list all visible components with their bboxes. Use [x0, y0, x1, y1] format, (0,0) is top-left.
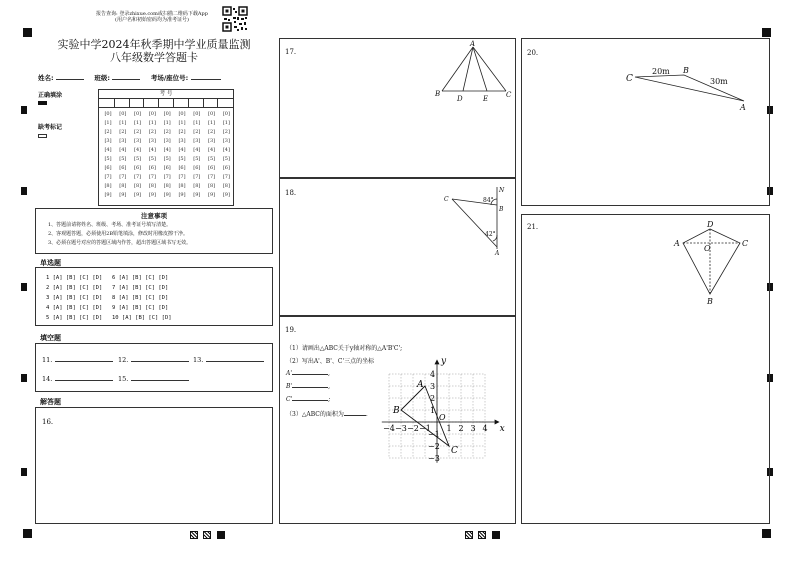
x-tick-label: 4: [482, 424, 488, 433]
q18-label-n: N: [499, 187, 505, 194]
x-tick-label: −3: [395, 424, 407, 433]
exam-number-write-row[interactable]: [99, 98, 233, 108]
q21-label-d: D: [707, 220, 714, 229]
digit-bubble[interactable]: [1]: [134, 120, 142, 126]
digit-bubble[interactable]: [7]: [134, 174, 142, 180]
q18-triangle-figure: [440, 183, 515, 255]
corner-mark: [23, 28, 32, 37]
report-note-line2: (用户名和初始密码均为准考证号): [115, 17, 189, 23]
room-label: 考场/座位号:: [150, 74, 189, 82]
answer-box-q16[interactable]: [35, 407, 273, 524]
digit-bubble[interactable]: [9]: [193, 192, 201, 198]
q19-number: 19.: [285, 326, 297, 334]
exam-number-grid: [98, 89, 234, 206]
digit-bubble[interactable]: [7]: [163, 174, 171, 180]
digit-bubble[interactable]: [1]: [208, 120, 216, 126]
timing-mark: [21, 283, 27, 291]
timing-mark: [21, 374, 27, 382]
exam-number-column: [175, 110, 189, 200]
y-tick-label: 4: [430, 370, 436, 379]
answer-title: 解答题: [40, 398, 61, 406]
answer-box-q20[interactable]: [521, 38, 770, 206]
choice-row[interactable]: 6 [A] [B] [C] [D]: [112, 275, 169, 281]
digit-bubble[interactable]: [4]: [148, 147, 156, 153]
blank-q11: [42, 356, 113, 364]
y-tick-label: −1: [428, 430, 440, 439]
single-choice-title: 单选题: [40, 259, 61, 267]
q18-label-b: B: [499, 206, 504, 213]
exam-number-column: [160, 110, 174, 200]
point-label-b: B: [393, 406, 400, 416]
digit-bubble[interactable]: [6]: [148, 165, 156, 171]
digit-bubble[interactable]: [7]: [119, 174, 127, 180]
digit-bubble[interactable]: [8]: [208, 183, 216, 189]
digit-bubble[interactable]: [3]: [222, 138, 230, 144]
choice-row[interactable]: 4 [A] [B] [C] [D]: [46, 305, 103, 311]
page-mark: [190, 531, 198, 539]
page-mark: [217, 531, 225, 539]
q21-number: 21.: [527, 223, 539, 231]
exam-number-column: [219, 110, 233, 200]
digit-bubble[interactable]: [2]: [208, 129, 216, 135]
digit-bubble[interactable]: [4]: [193, 147, 201, 153]
page-mark: [492, 531, 500, 539]
digit-bubble[interactable]: [6]: [104, 165, 112, 171]
digit-bubble[interactable]: [0]: [222, 111, 230, 117]
digit-bubble[interactable]: [6]: [134, 165, 142, 171]
digit-bubble[interactable]: [2]: [104, 129, 112, 135]
digit-bubble[interactable]: [2]: [163, 129, 171, 135]
digit-bubble[interactable]: [0]: [163, 111, 171, 117]
blank-q14: [42, 375, 113, 383]
digit-bubble[interactable]: [5]: [163, 156, 171, 162]
digit-bubble[interactable]: [4]: [163, 147, 171, 153]
single-choice-box: [35, 267, 273, 326]
q19-c-prime-row: C' ;: [286, 396, 331, 403]
q19-part3: （3）△ABC的面积为 .: [286, 411, 368, 418]
digit-bubble[interactable]: [8]: [163, 183, 171, 189]
exam-number-title: 考 号: [99, 90, 233, 99]
q17-triangle-figure: [430, 39, 515, 103]
answer-box-q17[interactable]: [279, 38, 516, 178]
origin-label: O: [439, 413, 446, 422]
q17-label-e: E: [483, 95, 489, 103]
q11-number: 11.: [42, 356, 53, 364]
y-tick-label: −3: [428, 454, 440, 463]
point-label-a: A: [417, 380, 424, 390]
digit-bubble[interactable]: [0]: [119, 111, 127, 117]
q18-label-a: A: [495, 250, 500, 257]
notice-item: 1、答题前请将姓名、班级、考场、准考证号填写清楚。: [48, 222, 172, 228]
x-tick-label: 1: [446, 424, 452, 433]
timing-mark: [21, 187, 27, 195]
q19-coordinate-grid: [380, 356, 510, 489]
q15-number: 15.: [118, 375, 129, 383]
q12-answer-line[interactable]: [131, 361, 189, 362]
q17-label-a: A: [470, 40, 476, 48]
q20-label-b: B: [683, 66, 689, 75]
digit-bubble[interactable]: [2]: [119, 129, 127, 135]
choice-row[interactable]: 5 [A] [B] [C] [D]: [46, 315, 103, 321]
class-field[interactable]: [112, 79, 140, 80]
q14-answer-line[interactable]: [55, 380, 113, 381]
digit-bubble[interactable]: [8]: [148, 183, 156, 189]
digit-bubble[interactable]: [9]: [178, 192, 186, 198]
digit-bubble[interactable]: [9]: [104, 192, 112, 198]
digit-bubble[interactable]: [1]: [148, 120, 156, 126]
q17-number: 17.: [285, 48, 297, 56]
choice-left-col: [46, 273, 102, 323]
answer-box-q18[interactable]: [279, 178, 516, 316]
x-tick-label: −4: [383, 424, 395, 433]
q20-length-cb: 20m: [652, 67, 670, 76]
digit-bubble[interactable]: [8]: [222, 183, 230, 189]
answer-box-q21[interactable]: [521, 214, 770, 524]
digit-bubble[interactable]: [4]: [119, 147, 127, 153]
digit-bubble[interactable]: [9]: [148, 192, 156, 198]
digit-bubble[interactable]: [5]: [222, 156, 230, 162]
absent-mark-box[interactable]: [38, 134, 47, 138]
q18-label-c: C: [444, 196, 449, 203]
digit-bubble[interactable]: [8]: [193, 183, 201, 189]
notice-item: 3、必须在题号对应的答题区域内作答，超出答题区域书写无效。: [48, 240, 192, 246]
fill-blank-box: [35, 343, 273, 392]
digit-bubble[interactable]: [6]: [222, 165, 230, 171]
corner-mark: [762, 28, 771, 37]
q20-label-a: A: [740, 103, 746, 112]
y-axis-arrow: [435, 359, 440, 364]
q20-label-c: C: [626, 74, 633, 84]
digit-bubble[interactable]: [6]: [163, 165, 171, 171]
page-mark: [203, 531, 211, 539]
class-label: 班级:: [94, 74, 111, 82]
b-prime-blank[interactable]: [292, 387, 328, 388]
q20-length-ba: 30m: [710, 77, 728, 86]
page-mark: [478, 531, 486, 539]
q19-b-prime-row: B' ,: [286, 383, 330, 390]
q12-number: 12.: [118, 356, 129, 364]
qr-code[interactable]: [222, 6, 248, 32]
digit-bubble[interactable]: [9]: [134, 192, 142, 198]
column-divider: [173, 98, 174, 107]
digit-bubble[interactable]: [3]: [148, 138, 156, 144]
a-prime-blank[interactable]: [292, 374, 328, 375]
q19-part1: （1）请画出△ABC关于y轴对称的△A'B'C';: [286, 345, 403, 352]
point-label-c: C: [451, 446, 458, 456]
exam-number-column: [145, 110, 159, 200]
digit-bubble[interactable]: [5]: [134, 156, 142, 162]
q18-angle-84: 84°: [483, 197, 494, 204]
choice-row[interactable]: 9 [A] [B] [C] [D]: [112, 305, 169, 311]
digit-bubble[interactable]: [8]: [178, 183, 186, 189]
title-line2: 八年级数学答题卡: [110, 51, 198, 64]
a-prime-label: A': [286, 370, 292, 377]
q18-number: 18.: [285, 189, 297, 197]
digit-bubble[interactable]: [6]: [119, 165, 127, 171]
x-tick-label: 3: [470, 424, 476, 433]
q19-area-text: （3）△ABC的面积为: [286, 411, 344, 418]
exam-number-column: [131, 110, 145, 200]
exam-number-column: [190, 110, 204, 200]
c-prime-blank[interactable]: [292, 400, 328, 401]
digit-bubble[interactable]: [9]: [119, 192, 127, 198]
digit-bubble[interactable]: [9]: [222, 192, 230, 198]
y-tick-label: −2: [428, 442, 440, 451]
digit-bubble[interactable]: [3]: [193, 138, 201, 144]
digit-bubble[interactable]: [8]: [119, 183, 127, 189]
room-field[interactable]: [191, 79, 221, 80]
digit-bubble[interactable]: [4]: [178, 147, 186, 153]
digit-bubble[interactable]: [0]: [148, 111, 156, 117]
digit-bubble[interactable]: [9]: [208, 192, 216, 198]
digit-bubble[interactable]: [2]: [178, 129, 186, 135]
choice-row[interactable]: 7 [A] [B] [C] [D]: [112, 285, 169, 291]
digit-bubble[interactable]: [4]: [104, 147, 112, 153]
digit-bubble[interactable]: [9]: [163, 192, 171, 198]
digit-bubble[interactable]: [0]: [134, 111, 142, 117]
digit-bubble[interactable]: [7]: [208, 174, 216, 180]
y-tick-label: 3: [430, 382, 436, 391]
timing-mark: [21, 106, 27, 114]
x-axis-label: x: [499, 424, 505, 434]
digit-bubble[interactable]: [0]: [193, 111, 201, 117]
q20-triangle-figure: [622, 61, 757, 113]
digit-bubble[interactable]: [2]: [193, 129, 201, 135]
digit-bubble[interactable]: [1]: [193, 120, 201, 126]
digit-bubble[interactable]: [7]: [104, 174, 112, 180]
page-mark: [465, 531, 473, 539]
digit-bubble[interactable]: [5]: [119, 156, 127, 162]
student-info: [38, 73, 221, 82]
notice-box: [35, 208, 273, 254]
answer-box-q19[interactable]: [279, 316, 516, 524]
area-blank[interactable]: [344, 415, 366, 416]
x-tick-label: 2: [458, 424, 464, 433]
exam-number-column: [101, 110, 115, 200]
notice-item: 2、客观题答题，必须使用2B铅笔填涂，修改时用橡皮擦干净。: [48, 231, 189, 237]
corner-mark: [23, 529, 32, 538]
digit-bubble[interactable]: [3]: [178, 138, 186, 144]
name-label: 姓名:: [38, 74, 54, 82]
x-tick-label: −1: [419, 424, 431, 433]
digit-bubble[interactable]: [0]: [178, 111, 186, 117]
digit-bubble[interactable]: [5]: [208, 156, 216, 162]
q19-a-prime-row: A' ,: [286, 370, 330, 377]
name-field[interactable]: [56, 79, 84, 80]
notice-title: 注意事项: [141, 212, 167, 220]
y-tick-label: 1: [430, 406, 436, 415]
column-divider: [188, 98, 189, 107]
q17-label-d: D: [457, 95, 463, 103]
q17-label-b: B: [435, 90, 441, 98]
digit-bubble[interactable]: [4]: [222, 147, 230, 153]
digit-bubble[interactable]: [1]: [163, 120, 171, 126]
digit-bubble[interactable]: [3]: [104, 138, 112, 144]
digit-bubble[interactable]: [1]: [178, 120, 186, 126]
digit-bubble[interactable]: [3]: [163, 138, 171, 144]
digit-bubble[interactable]: [5]: [104, 156, 112, 162]
choice-row[interactable]: 1 [A] [B] [C] [D]: [46, 275, 103, 281]
blank-q12: [118, 356, 189, 364]
column-divider: [203, 98, 204, 107]
choice-row[interactable]: 2 [A] [B] [C] [D]: [46, 285, 103, 291]
q21-label-b: B: [707, 297, 713, 306]
q13-number: 13.: [193, 356, 204, 364]
digit-bubble[interactable]: [5]: [178, 156, 186, 162]
q20-number: 20.: [527, 49, 539, 57]
q15-answer-line[interactable]: [131, 380, 189, 381]
choice-row[interactable]: 3 [A] [B] [C] [D]: [46, 295, 103, 301]
exam-number-column: [205, 110, 219, 200]
digit-bubble[interactable]: [3]: [119, 138, 127, 144]
blank-q13: [193, 356, 264, 364]
column-divider: [114, 98, 115, 107]
digit-bubble[interactable]: [1]: [104, 120, 112, 126]
digit-bubble[interactable]: [3]: [134, 138, 142, 144]
q21-kite-figure: [670, 217, 756, 307]
y-axis-label: y: [441, 356, 447, 367]
sheet-title: [38, 38, 270, 64]
exam-number-column: [116, 110, 130, 200]
digit-bubble[interactable]: [8]: [134, 183, 142, 189]
b-prime-label: B': [286, 383, 293, 390]
digit-bubble[interactable]: [1]: [222, 120, 230, 126]
digit-bubble[interactable]: [7]: [193, 174, 201, 180]
report-note-line1: 报告查询: 登录zhixue.com或扫描二维码下载App: [96, 11, 208, 17]
corner-mark: [762, 529, 771, 538]
digit-bubble[interactable]: [1]: [119, 120, 127, 126]
digit-bubble[interactable]: [2]: [222, 129, 230, 135]
choice-row[interactable]: 10 [A] [B] [C] [D]: [112, 315, 172, 321]
digit-bubble[interactable]: [6]: [208, 165, 216, 171]
q11-answer-line[interactable]: [55, 361, 113, 362]
digit-bubble[interactable]: [7]: [148, 174, 156, 180]
q21-label-a: A: [674, 239, 680, 248]
digit-bubble[interactable]: [4]: [134, 147, 142, 153]
timing-mark: [21, 468, 27, 476]
digit-bubble[interactable]: [3]: [208, 138, 216, 144]
q17-label-c: C: [506, 91, 512, 99]
choice-right-col: [112, 273, 172, 323]
absent-mark-label: 缺考标记: [38, 124, 63, 131]
digit-bubble[interactable]: [5]: [148, 156, 156, 162]
q18-angle-42: 42°: [485, 231, 496, 238]
report-note: [82, 11, 222, 23]
digit-bubble[interactable]: [7]: [222, 174, 230, 180]
fill-blank-title: 填空题: [40, 334, 61, 342]
q14-number: 14.: [42, 375, 53, 383]
digit-bubble[interactable]: [0]: [104, 111, 112, 117]
column-divider: [143, 98, 144, 107]
digit-bubble[interactable]: [5]: [193, 156, 201, 162]
title-line1: 实验中学2024年秋季期中学业质量监测: [57, 38, 251, 51]
correct-fill-label: 正确填涂: [38, 92, 63, 99]
q13-answer-line[interactable]: [206, 361, 264, 362]
column-divider: [129, 98, 130, 107]
x-tick-label: −2: [407, 424, 419, 433]
digit-bubble[interactable]: [6]: [178, 165, 186, 171]
digit-bubble[interactable]: [2]: [134, 129, 142, 135]
choice-row[interactable]: 8 [A] [B] [C] [D]: [112, 295, 169, 301]
correct-fill-sample: [38, 101, 47, 105]
y-tick-label: 2: [430, 394, 436, 403]
digit-bubble[interactable]: [4]: [208, 147, 216, 153]
q19-part2: （2）写出A'、B'、C'三点的坐标: [286, 358, 375, 365]
digit-bubble[interactable]: [2]: [148, 129, 156, 135]
blank-q15: [118, 375, 189, 383]
digit-bubble[interactable]: [7]: [178, 174, 186, 180]
q21-label-c: C: [742, 239, 749, 248]
q21-label-o: O: [704, 244, 711, 253]
digit-bubble[interactable]: [8]: [104, 183, 112, 189]
digit-bubble[interactable]: [0]: [208, 111, 216, 117]
column-divider: [158, 98, 159, 107]
digit-bubble[interactable]: [6]: [193, 165, 201, 171]
column-divider: [217, 98, 218, 107]
q16-number: 16.: [42, 418, 54, 426]
c-prime-label: C': [286, 396, 293, 403]
